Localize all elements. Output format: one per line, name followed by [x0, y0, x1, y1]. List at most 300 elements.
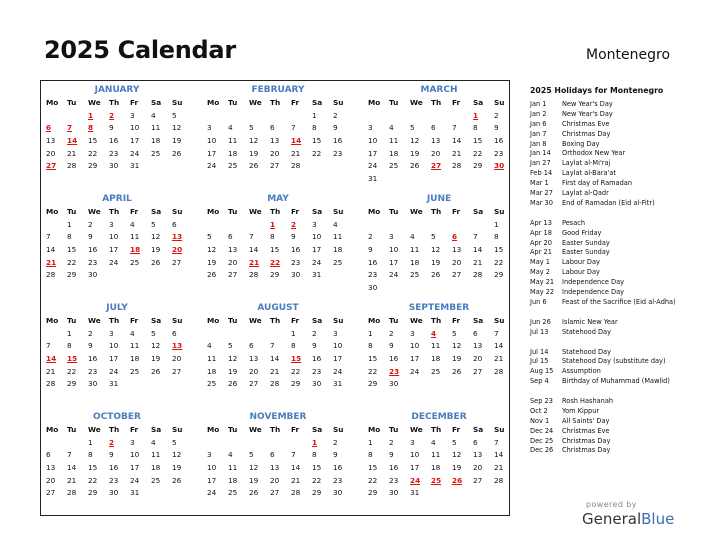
holiday-row: [530, 446, 710, 456]
day-cell: 13: [46, 136, 56, 146]
holiday-name: Easter Sunday: [562, 248, 610, 257]
weekday-header: Su: [172, 425, 183, 434]
holiday-name: Yom Kippur: [562, 406, 600, 415]
holiday-day: 21: [249, 257, 260, 267]
empty-cell: [431, 110, 452, 123]
day-cell: 5: [452, 437, 457, 447]
day-cell: 9: [389, 341, 394, 351]
day-cell: 17: [333, 354, 343, 364]
day-cell: 12: [172, 450, 182, 460]
day-cell: 19: [452, 354, 462, 364]
day-grid: [46, 424, 193, 500]
holiday-day: 2: [109, 110, 115, 120]
holiday-row: [530, 268, 710, 278]
weekday-header: We: [88, 207, 101, 216]
holiday-name: Assumption: [562, 367, 601, 376]
day-cell: 5: [151, 328, 156, 338]
weekday-header: Fr: [291, 425, 300, 434]
day-cell: 8: [291, 341, 296, 351]
holiday-name: Good Friday: [562, 228, 602, 237]
empty-cell: [46, 437, 67, 450]
holiday-day: 18: [130, 245, 141, 255]
day-cell: 28: [452, 161, 462, 171]
day-cell: 2: [312, 328, 317, 338]
holiday-day: 7: [67, 123, 73, 133]
day-cell: 30: [291, 270, 301, 280]
holiday-day: 1: [270, 219, 276, 229]
month-august: [202, 301, 354, 391]
day-cell: 13: [452, 245, 462, 255]
month-name: APRIL: [102, 194, 132, 204]
day-cell: 8: [312, 123, 317, 133]
weekday-header: Fr: [130, 98, 139, 107]
holiday-date: Sep 23: [530, 396, 553, 405]
day-cell: 3: [368, 123, 373, 133]
day-cell: 25: [151, 475, 161, 485]
weekday-header: Th: [109, 98, 120, 107]
day-cell: 11: [228, 463, 238, 473]
day-cell: 3: [207, 123, 212, 133]
day-cell: 6: [228, 232, 233, 242]
holiday-date: May 22: [530, 288, 555, 297]
weekday-header: Fr: [291, 316, 300, 325]
holiday-date: Jun 6: [530, 297, 547, 306]
day-cell: 22: [291, 366, 301, 376]
day-cell: 9: [109, 123, 114, 133]
day-cell: 10: [410, 450, 420, 460]
day-cell: 20: [270, 475, 280, 485]
day-cell: 13: [473, 341, 483, 351]
day-cell: 5: [249, 123, 254, 133]
holiday-name: Christmas Day: [562, 446, 611, 455]
weekday-header: Fr: [452, 425, 461, 434]
holiday-name: Statehood Day: [562, 327, 612, 336]
holiday-date: Apr 18: [530, 228, 552, 237]
month-january: [41, 83, 193, 173]
holiday-name: Christmas Eve: [562, 426, 610, 435]
holiday-date: Apr 20: [530, 238, 552, 247]
day-cell: 3: [312, 219, 317, 229]
day-grid: [368, 424, 515, 500]
day-cell: 27: [46, 488, 56, 498]
empty-cell: [228, 437, 249, 450]
holiday-date: Apr 21: [530, 248, 552, 257]
day-cell: 11: [130, 232, 140, 242]
day-cell: 28: [46, 379, 56, 389]
day-cell: 12: [151, 341, 161, 351]
day-grid: [368, 315, 515, 391]
day-cell: 31: [130, 488, 140, 498]
day-cell: 10: [207, 463, 217, 473]
day-cell: 29: [88, 488, 98, 498]
day-cell: 22: [88, 148, 98, 158]
day-cell: 27: [228, 270, 238, 280]
day-cell: 13: [270, 463, 280, 473]
day-cell: 23: [333, 475, 343, 485]
day-cell: 19: [172, 136, 182, 146]
holiday-row: [530, 199, 710, 209]
day-cell: 3: [410, 437, 415, 447]
powered-by-text: powered by: [586, 500, 637, 509]
day-cell: 7: [473, 232, 478, 242]
day-cell: 16: [368, 257, 378, 267]
empty-cell: [228, 219, 249, 232]
day-cell: 18: [333, 245, 343, 255]
holiday-day: 1: [88, 110, 94, 120]
weekday-header: Tu: [389, 316, 399, 325]
day-cell: 16: [333, 463, 343, 473]
weekday-header: Tu: [389, 425, 399, 434]
day-cell: 21: [494, 354, 504, 364]
day-cell: 24: [130, 148, 140, 158]
holiday-day: 2: [109, 437, 115, 447]
month-name: NOVEMBER: [249, 412, 307, 422]
day-cell: 6: [172, 219, 177, 229]
day-cell: 15: [473, 136, 483, 146]
day-cell: 26: [151, 366, 161, 376]
day-grid: [207, 424, 354, 500]
holiday-row: [530, 179, 710, 189]
day-cell: 24: [207, 161, 217, 171]
holiday-date: Mar 30: [530, 198, 553, 207]
day-cell: 26: [249, 488, 259, 498]
weekday-header: Th: [431, 316, 442, 325]
day-cell: 21: [270, 366, 280, 376]
day-cell: 21: [452, 148, 462, 158]
holiday-date: Jan 14: [530, 149, 551, 158]
day-cell: 25: [389, 161, 399, 171]
day-cell: 22: [368, 366, 378, 376]
day-cell: 24: [312, 257, 322, 267]
day-cell: 6: [172, 328, 177, 338]
day-cell: 18: [130, 354, 140, 364]
weekday-header: Sa: [312, 207, 323, 216]
empty-cell: [67, 437, 88, 450]
day-cell: 10: [130, 450, 140, 460]
weekday-header: Fr: [452, 207, 461, 216]
empty-cell: [368, 110, 389, 123]
day-cell: 16: [312, 354, 322, 364]
day-cell: 15: [312, 463, 322, 473]
day-cell: 12: [452, 450, 462, 460]
day-cell: 15: [67, 245, 77, 255]
empty-cell: [207, 110, 228, 123]
day-cell: 27: [270, 161, 280, 171]
empty-cell: [410, 219, 431, 232]
holiday-row: [530, 357, 710, 367]
holiday-row: [530, 328, 710, 338]
day-cell: 14: [494, 450, 504, 460]
day-cell: 20: [452, 257, 462, 267]
day-cell: 13: [431, 136, 441, 146]
day-cell: 19: [151, 245, 161, 255]
day-cell: 24: [109, 257, 119, 267]
day-cell: 28: [473, 270, 483, 280]
empty-cell: [452, 219, 473, 232]
weekday-header: We: [88, 98, 101, 107]
day-cell: 11: [410, 245, 420, 255]
day-grid: [46, 97, 193, 173]
holiday-date: Nov 1: [530, 416, 550, 425]
weekday-header: Mo: [46, 425, 59, 434]
day-cell: 15: [270, 245, 280, 255]
day-cell: 22: [494, 257, 504, 267]
day-cell: 11: [151, 123, 161, 133]
day-cell: 11: [389, 136, 399, 146]
day-cell: 12: [249, 136, 259, 146]
day-cell: 29: [312, 488, 322, 498]
day-cell: 10: [109, 341, 119, 351]
empty-cell: [46, 328, 67, 341]
holiday-date: Jul 14: [530, 347, 549, 356]
day-cell: 5: [410, 123, 415, 133]
day-cell: 17: [410, 354, 420, 364]
day-cell: 22: [67, 257, 77, 267]
day-cell: 17: [207, 148, 217, 158]
empty-cell: [207, 437, 228, 450]
day-cell: 11: [228, 136, 238, 146]
day-cell: 10: [368, 136, 378, 146]
weekday-header: Tu: [228, 207, 238, 216]
day-cell: 27: [473, 366, 483, 376]
day-cell: 3: [130, 110, 135, 120]
empty-cell: [452, 110, 473, 123]
holiday-name: Pesach: [562, 218, 586, 227]
empty-cell: [207, 219, 228, 232]
weekday-header: Su: [172, 207, 183, 216]
day-cell: 16: [88, 245, 98, 255]
day-cell: 21: [494, 463, 504, 473]
day-cell: 4: [228, 123, 233, 133]
day-cell: 2: [368, 232, 373, 242]
day-cell: 20: [473, 463, 483, 473]
day-cell: 27: [249, 379, 259, 389]
holiday-row: [530, 149, 710, 159]
holiday-date: Jan 6: [530, 119, 547, 128]
empty-cell: [228, 328, 249, 341]
day-cell: 24: [368, 161, 378, 171]
day-grid: [207, 206, 354, 282]
day-cell: 12: [249, 463, 259, 473]
day-cell: 26: [172, 148, 182, 158]
day-cell: 7: [494, 437, 499, 447]
holiday-date: May 2: [530, 268, 550, 277]
day-cell: 10: [207, 136, 217, 146]
day-cell: 1: [291, 328, 296, 338]
day-cell: 16: [291, 245, 301, 255]
month-name: JULY: [106, 303, 128, 313]
day-cell: 29: [88, 161, 98, 171]
empty-cell: [473, 219, 494, 232]
weekday-header: Sa: [473, 207, 484, 216]
day-cell: 23: [88, 257, 98, 267]
weekday-header: Tu: [67, 316, 77, 325]
weekday-header: Mo: [207, 98, 220, 107]
day-cell: 23: [109, 148, 119, 158]
holiday-row: [530, 140, 710, 150]
weekday-header: Tu: [67, 425, 77, 434]
day-cell: 15: [368, 354, 378, 364]
holiday-day: 14: [67, 136, 78, 146]
day-cell: 26: [249, 161, 259, 171]
day-cell: 22: [67, 366, 77, 376]
day-cell: 6: [46, 450, 51, 460]
holiday-row: [530, 318, 710, 328]
day-cell: 26: [151, 257, 161, 267]
day-cell: 5: [151, 219, 156, 229]
day-cell: 9: [333, 123, 338, 133]
weekday-header: We: [249, 425, 262, 434]
month-name: JUNE: [426, 194, 452, 204]
holiday-date: Jan 8: [530, 139, 547, 148]
day-cell: 12: [207, 245, 217, 255]
day-cell: 10: [410, 341, 420, 351]
day-cell: 3: [333, 328, 338, 338]
weekday-header: Mo: [368, 207, 381, 216]
weekday-header: Tu: [228, 425, 238, 434]
day-cell: 18: [228, 148, 238, 158]
day-cell: 14: [46, 245, 56, 255]
day-cell: 29: [270, 270, 280, 280]
day-cell: 19: [207, 257, 217, 267]
month-name: SEPTEMBER: [408, 303, 470, 313]
day-cell: 21: [67, 475, 77, 485]
day-cell: 4: [207, 341, 212, 351]
day-cell: 24: [109, 366, 119, 376]
day-cell: 25: [151, 148, 161, 158]
day-cell: 2: [333, 110, 338, 120]
day-cell: 12: [431, 245, 441, 255]
day-cell: 8: [312, 450, 317, 460]
day-cell: 10: [130, 123, 140, 133]
empty-cell: [389, 110, 410, 123]
day-cell: 19: [452, 463, 462, 473]
day-cell: 23: [109, 475, 119, 485]
day-cell: 31: [368, 174, 378, 184]
day-cell: 31: [109, 379, 119, 389]
holiday-day: 24: [410, 475, 421, 485]
weekday-header: Tu: [228, 98, 238, 107]
holiday-name: Islamic New Year: [562, 317, 618, 326]
empty-cell: [46, 219, 67, 232]
holiday-date: Jul 15: [530, 357, 549, 366]
day-cell: 14: [494, 341, 504, 351]
holiday-day: 2: [291, 219, 297, 229]
day-cell: 8: [494, 232, 499, 242]
day-cell: 14: [67, 463, 77, 473]
holiday-name: New Year's Day: [562, 109, 613, 118]
day-cell: 11: [207, 354, 217, 364]
empty-cell: [368, 219, 389, 232]
holiday-day: 14: [291, 136, 302, 146]
holiday-name: Boxing Day: [562, 139, 600, 148]
day-cell: 9: [389, 450, 394, 460]
weekday-header: Fr: [452, 316, 461, 325]
day-cell: 29: [494, 270, 504, 280]
day-cell: 4: [151, 437, 156, 447]
holiday-day: 15: [67, 354, 78, 364]
holiday-day: 4: [431, 328, 437, 338]
day-cell: 20: [249, 366, 259, 376]
holiday-row: [530, 437, 710, 447]
day-cell: 30: [333, 488, 343, 498]
day-cell: 11: [333, 232, 343, 242]
holiday-row: [530, 120, 710, 130]
day-cell: 19: [228, 366, 238, 376]
holiday-list: [530, 100, 710, 456]
day-cell: 24: [389, 270, 399, 280]
empty-cell: [389, 219, 410, 232]
weekday-header: Tu: [389, 207, 399, 216]
day-cell: 12: [151, 232, 161, 242]
day-cell: 22: [312, 148, 322, 158]
day-cell: 21: [291, 475, 301, 485]
day-cell: 5: [452, 328, 457, 338]
day-cell: 18: [431, 354, 441, 364]
holiday-day: 25: [431, 475, 442, 485]
holiday-day: 15: [291, 354, 302, 364]
month-february: [202, 83, 354, 173]
generalblue-logo[interactable]: [582, 510, 674, 528]
holiday-date: Jan 27: [530, 159, 551, 168]
holiday-row: [530, 298, 710, 318]
day-cell: 19: [431, 257, 441, 267]
month-july: [41, 301, 193, 391]
day-cell: 2: [88, 328, 93, 338]
empty-cell: [291, 110, 312, 123]
day-cell: 17: [207, 475, 217, 485]
day-cell: 20: [473, 354, 483, 364]
day-cell: 3: [410, 328, 415, 338]
day-grid: [368, 206, 515, 295]
day-cell: 4: [389, 123, 394, 133]
day-cell: 26: [172, 475, 182, 485]
day-cell: 8: [368, 341, 373, 351]
day-cell: 31: [410, 488, 420, 498]
holiday-row: [530, 159, 710, 169]
month-name: OCTOBER: [93, 412, 141, 422]
day-cell: 15: [312, 136, 322, 146]
day-cell: 7: [46, 232, 51, 242]
day-cell: 30: [389, 379, 399, 389]
month-september: [363, 301, 515, 391]
weekday-header: Mo: [207, 425, 220, 434]
day-cell: 18: [410, 257, 420, 267]
day-cell: 17: [130, 136, 140, 146]
day-grid: [207, 315, 354, 391]
weekday-header: Fr: [130, 207, 139, 216]
day-cell: 30: [109, 488, 119, 498]
holiday-name: Statehood Day (substitute day): [562, 357, 666, 366]
weekday-header: Th: [270, 425, 281, 434]
day-cell: 2: [389, 437, 394, 447]
day-cell: 6: [270, 123, 275, 133]
day-cell: 27: [270, 488, 280, 498]
day-cell: 24: [130, 475, 140, 485]
day-cell: 23: [389, 475, 399, 485]
day-cell: 20: [431, 148, 441, 158]
holiday-date: May 1: [530, 258, 550, 267]
weekday-header: Mo: [368, 425, 381, 434]
day-cell: 19: [410, 148, 420, 158]
day-cell: 14: [249, 245, 259, 255]
day-cell: 31: [312, 270, 322, 280]
day-cell: 26: [207, 270, 217, 280]
day-cell: 30: [88, 270, 98, 280]
day-cell: 7: [494, 328, 499, 338]
day-cell: 3: [109, 219, 114, 229]
holiday-date: Apr 13: [530, 218, 552, 227]
